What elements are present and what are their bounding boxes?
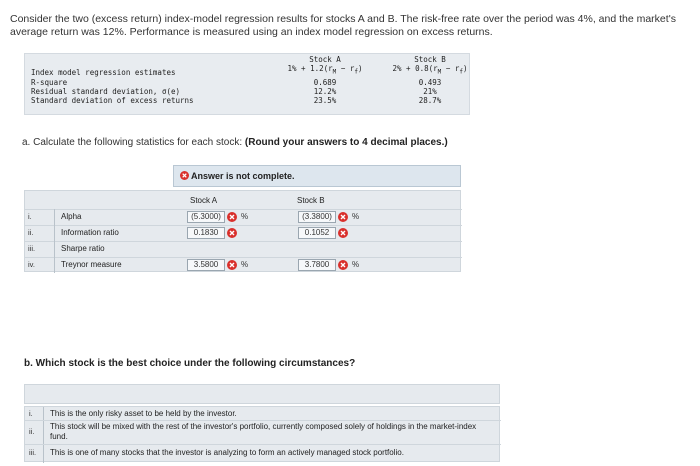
answer-table	[24, 190, 461, 272]
stock-a-information-ratio-input[interactable]: 0.1830	[187, 227, 225, 239]
error-icon	[227, 212, 237, 222]
col-stock-b: Stock B	[297, 196, 325, 205]
stock-a-residual-sd: 12.2%	[313, 87, 337, 96]
stock-a-excess-sd: 23.5%	[313, 96, 337, 105]
error-icon	[180, 171, 189, 180]
stock-a-equation: $1\% + 1.2(r_M - r_f)$	[287, 64, 363, 76]
stock-b-treynor-input[interactable]: 3.7800	[298, 259, 336, 271]
information-ratio-label: Information ratio	[61, 228, 119, 237]
question-a: a. Calculate the following statistics for each stock: (Round your answers to 4 decimal places.)	[22, 137, 448, 148]
row-num: i.	[28, 212, 32, 221]
col-stock-a: Stock A	[190, 196, 218, 205]
residual-sd-label: Residual standard deviation, σ(e)	[31, 87, 181, 96]
stock-b-r-square: 0.493	[418, 78, 442, 87]
alpha-label: Alpha	[61, 212, 82, 221]
row-num: ii.	[28, 228, 34, 237]
row-num: iv.	[28, 260, 35, 269]
stock-b-equation: $2\% + 0.8(r_M - r_f)$	[392, 64, 468, 76]
excess-sd-label: Standard deviation of excess returns	[31, 96, 194, 105]
circumstances-header-row	[24, 384, 500, 404]
sharpe-ratio-label: Sharpe ratio	[61, 244, 105, 253]
error-icon	[338, 228, 348, 238]
stock-b-alpha-input[interactable]: (3.3800)	[298, 211, 336, 223]
question-b: b. Which stock is the best choice under the following circumstances?	[24, 358, 356, 369]
stock-b-header: Stock B	[414, 55, 446, 64]
row-num: ii.	[29, 427, 35, 436]
percent-sign: %	[241, 260, 249, 269]
stock-b-excess-sd: 28.7%	[418, 96, 442, 105]
percent-sign: %	[352, 260, 360, 269]
stock-a-treynor-input[interactable]: 3.5800	[187, 259, 225, 271]
percent-sign: %	[352, 212, 360, 221]
stock-b-residual-sd: 21%	[423, 87, 437, 96]
stock-a-alpha-input[interactable]: (5.3000)	[187, 211, 225, 223]
regression-label: Index model regression estimates	[31, 68, 176, 77]
error-icon	[227, 228, 237, 238]
circumstance-text: This stock will be mixed with the rest of the investor's portfolio, currently composed solely of holdings in the market-index fund.	[50, 422, 477, 441]
answer-status-bar	[173, 165, 461, 187]
circumstance-text: This is one of many stocks that the investor is analyzing to form an actively managed stock portfolio.	[50, 448, 404, 457]
error-icon	[338, 212, 348, 222]
error-icon	[338, 260, 348, 270]
row-num: iii.	[29, 448, 37, 457]
stock-b-information-ratio-input[interactable]: 0.1052	[298, 227, 336, 239]
percent-sign: %	[241, 212, 249, 221]
circumstances-table	[24, 406, 500, 462]
stock-a-header: Stock A	[309, 55, 341, 64]
row-num: iii.	[28, 244, 36, 253]
problem-intro: Consider the two (excess return) index-model regression results for stocks A and B. The risk-free rate over the period was 4%, and the market's average return was 12%. Performance is measured using an index model regression on excess returns.	[10, 13, 676, 38]
error-icon	[227, 260, 237, 270]
regression-table	[24, 53, 470, 115]
treynor-measure-label: Treynor measure	[61, 260, 122, 269]
row-num: i.	[29, 409, 33, 418]
stock-a-r-square: 0.689	[313, 78, 337, 87]
r-square-label: R-square	[31, 78, 68, 87]
answer-status-text: Answer is not complete.	[191, 171, 295, 181]
circumstance-text: This is the only risky asset to be held by the investor.	[50, 409, 237, 418]
